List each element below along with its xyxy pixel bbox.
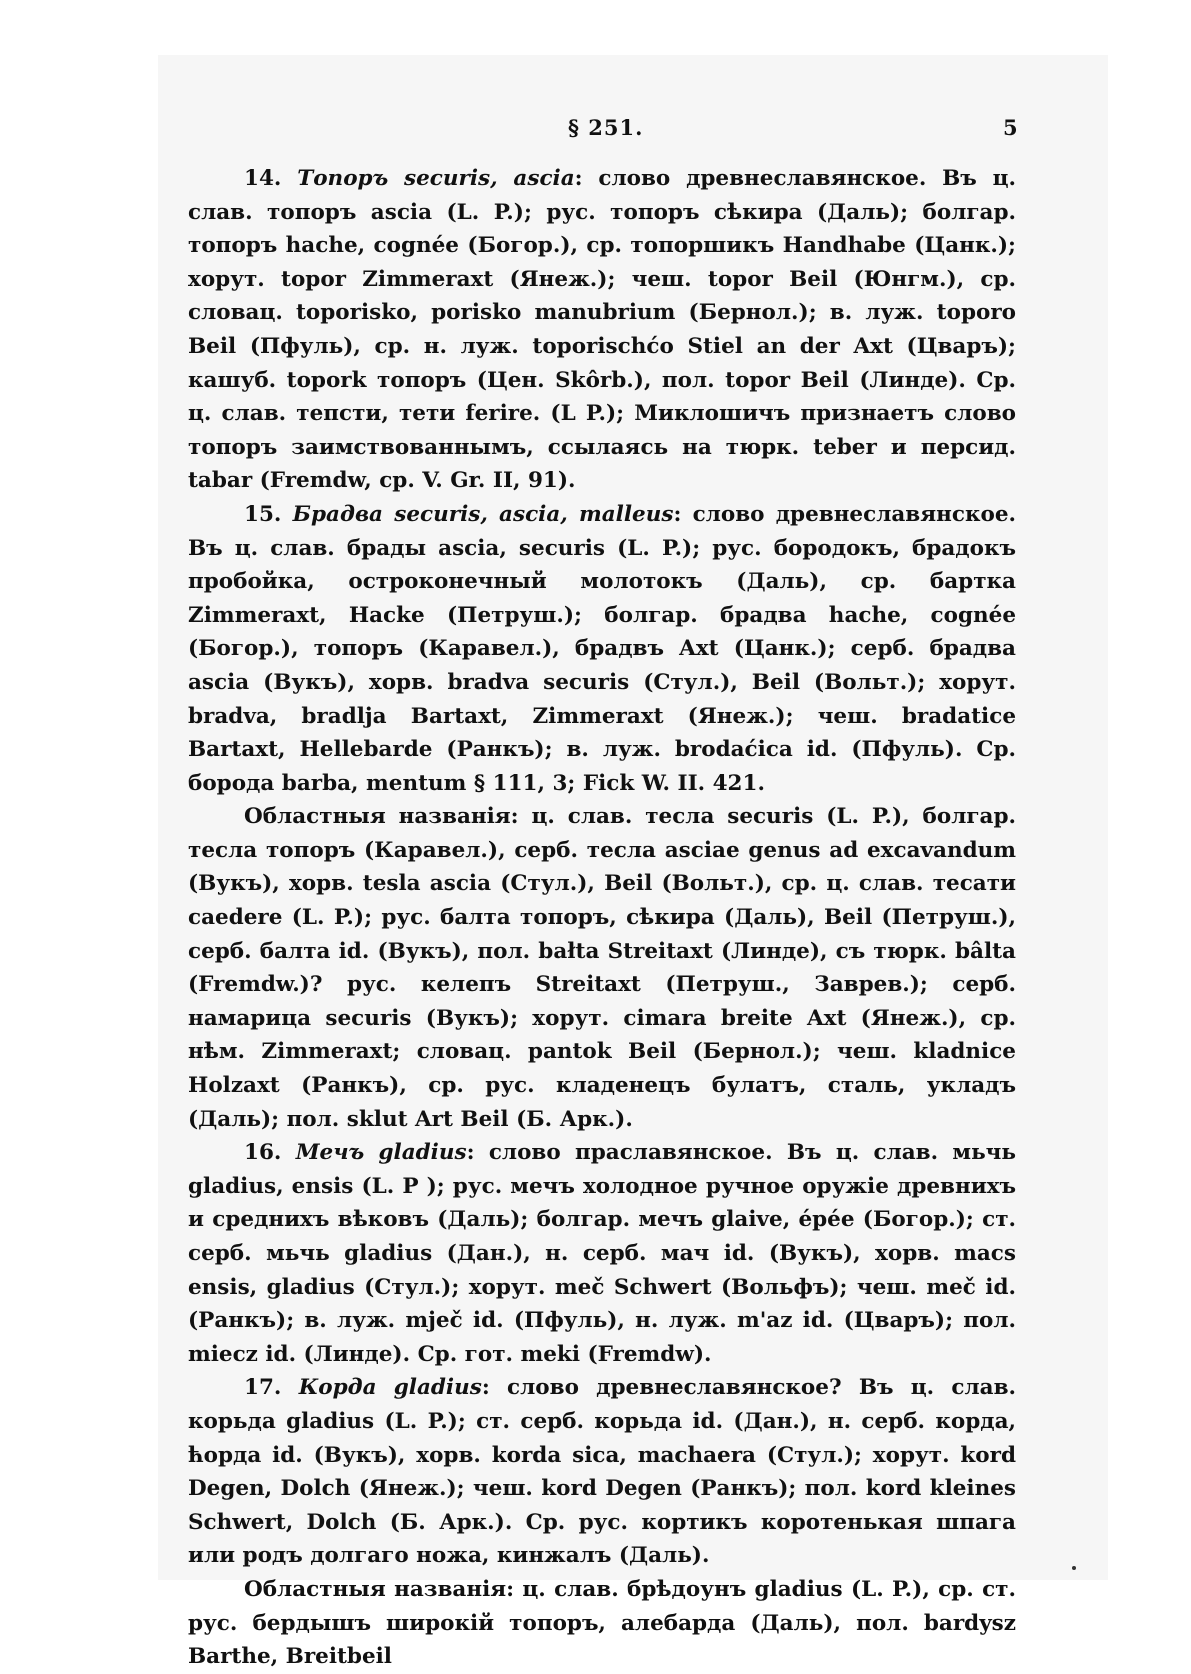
paragraph-15 — [188, 498, 1016, 800]
paragraph-16 — [188, 1136, 1016, 1371]
headword: Корда gladius — [298, 1375, 482, 1401]
paragraph-regional-15 — [188, 800, 1016, 1136]
page-number: 5 — [1003, 115, 1018, 140]
paragraph-number: 16. — [244, 1140, 282, 1166]
paragraph-text: : слово древнеславянское? Въ ц. слав. корьда gladius (L. P.); ст. серб. корьда id. (Дан.), н. серб. корда, ћорда id. (Вукъ), хорв. korda sica, machaera (Стул.); хорут. kord Degen, Dolch (Янеж.); чеш. kord Degen (Ранкъ); пол. kord kleines Schwert, Dolch (Б. Арк.). Ср. рус. кортикъ коротенькая шпага или родъ долгаго ножа, кинжалъ (Даль). — [188, 1375, 1016, 1569]
paragraph-text: : слово древнеславянское. Въ ц. слав. брады ascia, securis (L. P.); рус. бородокъ, брадокъ пробойка, остроконечный молотокъ (Даль), ср. бартка Zimmeraxt, Hacke (Петруш.); болгар. брадва hache, cognée (Богор.), топоръ (Каравел.), брадвъ Axt (Цанк.); серб. брадва ascia (Вукъ), хорв. bradva securis (Стул.), Beil (Вольт.); хорут. bradva, bradlja Bartaxt, Zimmeraxt (Янеж.); чеш. bradatice Bartaxt, Hellebarde (Ранкъ); в. луж. brodaćica id. (Пфуль). Ср. борода barba, mentum § 111, 3; Fick W. II. 421. — [188, 501, 1016, 796]
paragraph-text: Областныя названія: ц. слав. тесла securis (L. P.), болгар. тесла топоръ (Каравел.), серб. тесла asciae genus ad excavandum (Вукъ), хорв. tesla ascia (Стул.), Beil (Вольт.), ср. ц. слав. тесати caedere (L. P.); рус. балта топоръ, сѣкира (Даль), Beil (Петруш.), серб. балта id. (Вукъ), пол. bałta Streitaxt (Линде), съ тюрк. bâlta (Fremdw.)? рус. келепъ Streitaxt (Петруш., Заврев.); серб. намарица securis (Вукъ); хорут. cimara breite Axt (Янеж.), ср. нѣм. Zimmeraxt; словац. pantok Beil (Бернол.); чеш. kladnice Holzaxt (Ранкъ), ср. рус. кладенецъ булатъ, сталь, укладъ (Даль); пол. sklut Art Beil (Б. Арк.). — [188, 804, 1016, 1132]
paragraph-text: : слово праславянское. Въ ц. слав. мьчь gladius, ensis (L. P ); рус. мечъ холодное ручное оружіе древнихъ и среднихъ вѣковъ (Даль); болгар. мечъ glaive, épée (Богор.); ст. серб. мьчь gladius (Дан.), н. серб. мач id. (Вукъ), хорв. macs ensis, gladius (Стул.); хорут. meč Schwert (Вольфъ); чеш. meč id. (Ранкъ); в. луж. mječ id. (Пфуль), н. луж. m'az id. (Цваръ); пол. miecz id. (Линде). Ср. гот. meki (Fremdw). — [188, 1140, 1016, 1367]
paragraph-number: 17. — [244, 1375, 282, 1401]
headword: Топоръ securis, ascia — [297, 166, 575, 191]
headword: Брадва securis, ascia, malleus — [292, 501, 674, 527]
page-header — [0, 115, 1191, 145]
scan-speck — [1072, 1566, 1076, 1570]
paragraph-text: : слово древнеславянское. Въ ц. слав. топоръ ascia (L. P.); рус. топоръ сѣкира (Даль); болгар. топоръ hache, cognée (Богор.), ср. топоршикъ Handhabe (Цанк.); хорут. topor Zimmeraxt (Янеж.); чеш. topor Beil (Юнгм.), ср. словац. toporisko, porisko manubrium (Бернол.); в. луж. toporo Beil (Пфуль), ср. н. луж. toporischćo Stiel an der Axt (Цваръ); кашуб. topork топоръ (Цен. Skôrb.), пол. topor Beil (Линде). Ср. ц. слав. тепсти, тети ferire. (L P.); Миклошичъ признаетъ слово топоръ заимствованнымъ, ссылаясь на тюрк. teber и персид. tabar (Fremdw, ср. V. Gr. II, 91). — [188, 166, 1016, 494]
paragraph-number: 15. — [244, 501, 282, 527]
paragraph-regional-17 — [188, 1573, 1016, 1674]
paragraph-text: Областныя названія: ц. слав. брѣдоунъ gladius (L. P.), ср. ст. рус. бердышъ широкій топоръ, алебарда (Даль), пол. bardysz Barthe, Breitbeil — [188, 1576, 1016, 1670]
headword: Мечъ gladius — [295, 1140, 467, 1166]
section-number: § 251. — [568, 115, 644, 140]
paragraph-number: 14. — [244, 166, 282, 191]
paragraph-17 — [188, 1371, 1016, 1573]
body-text — [188, 162, 1016, 1674]
paragraph-14 — [188, 162, 1016, 498]
